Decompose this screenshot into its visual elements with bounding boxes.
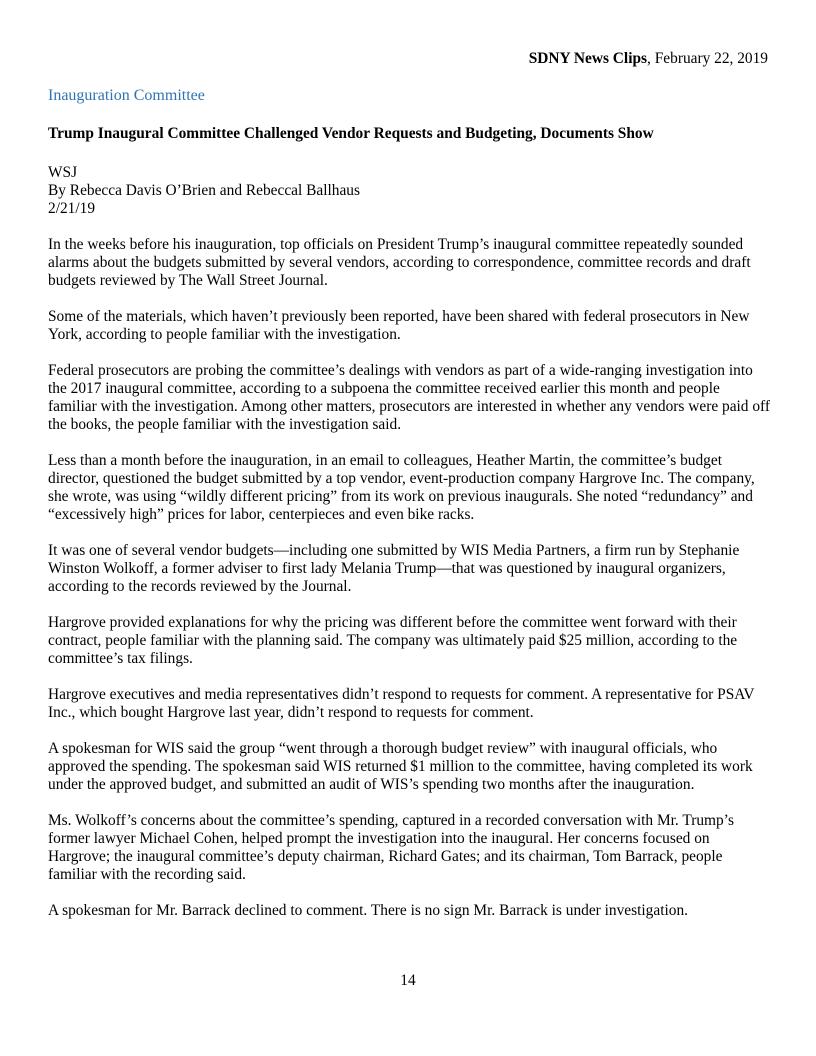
article-meta xyxy=(48,164,772,218)
article-outlet: WSJ xyxy=(48,164,78,181)
article-paragraph: Some of the materials, which haven’t previously been reported, have been shared with federal prosecutors in New York, according to people familiar with the investigation. xyxy=(48,308,750,343)
header-date: , February 22, 2019 xyxy=(647,50,768,67)
article-paragraph: In the weeks before his inauguration, top officials on President Trump’s inaugural committee repeatedly sounded alarms about the budgets submitted by several vendors, according to correspondence, committee records and draft budgets reviewed by The Wall Street Journal. xyxy=(48,236,751,289)
article-body xyxy=(48,236,772,920)
article-paragraph: Hargrove executives and media representatives didn’t respond to requests for comment. A representative for PSAV Inc., which bought Hargrove last year, didn’t respond to requests for comment. xyxy=(48,686,755,721)
header-source: SDNY News Clips xyxy=(528,50,648,67)
article-byline: By Rebecca Davis O’Brien and Rebeccal Ballhaus xyxy=(48,182,360,199)
article-paragraph: Less than a month before the inauguration, in an email to colleagues, Heather Martin, the committee’s budget director, questioned the budget submitted by a top vendor, event-production company Hargrove Inc. The company, she wrote, was using “wildly different pricing” from its work on previous inaugurals. She noted “redundancy” and “excessively high” prices for labor, centerpieces and even bike racks. xyxy=(48,452,755,523)
article-paragraph: Hargrove provided explanations for why the pricing was different before the committee went forward with their contract, people familiar with the planning said. The company was ultimately paid $25 million, according to the committee’s tax filings. xyxy=(48,614,738,667)
article-paragraph: A spokesman for WIS said the group “went through a thorough budget review” with inaugural officials, who approved the spending. The spokesman said WIS returned $1 million to the committee, having completed its work under the approved budget, and submitted an audit of WIS’s spending two months after the inauguration. xyxy=(48,740,753,793)
article-date: 2/21/19 xyxy=(48,200,96,217)
article-paragraph: Federal prosecutors are probing the committee’s dealings with vendors as part of a wide-ranging investigation into the 2017 inaugural committee, according to a subpoena the committee received earlier this month and people familiar with the investigation. Among other matters, prosecutors are interested in whether any vendors were paid off the books, the people familiar with the investigation said. xyxy=(48,362,771,433)
page-header xyxy=(529,50,768,68)
article-paragraph: A spokesman for Mr. Barrack declined to comment. There is no sign Mr. Barrack is under investigation. xyxy=(48,902,688,919)
article-paragraph: It was one of several vendor budgets—including one submitted by WIS Media Partners, a firm run by Stephanie Winston Wolkoff, a former adviser to first lady Melania Trump—that was questioned by inaugural organizers, according to the records reviewed by the Journal. xyxy=(48,542,740,595)
article xyxy=(48,125,772,920)
article-paragraph: Ms. Wolkoff’s concerns about the committee’s spending, captured in a recorded conversation with Mr. Trump’s former lawyer Michael Cohen, helped prompt the investigation into the inaugural. Her concerns focused on Hargrove; the inaugural committee’s deputy chairman, Richard Gates; and its chairman, Tom Barrack, people familiar with the recording said. xyxy=(48,812,734,883)
article-headline: Trump Inaugural Committee Challenged Vendor Requests and Budgeting, Documents Show xyxy=(48,125,654,142)
section-title: Inauguration Committee xyxy=(48,87,205,104)
page-number: 14 xyxy=(400,972,416,989)
